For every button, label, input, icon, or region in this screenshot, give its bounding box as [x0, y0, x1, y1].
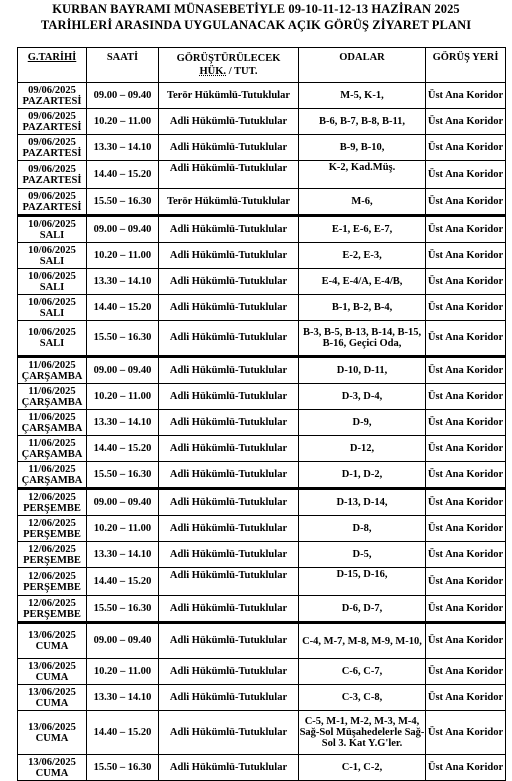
- time-cell: 14.40 – 15.20: [87, 711, 159, 755]
- date-value: 13/06/2025: [28, 686, 76, 698]
- type-cell: Adli Hükümlü-Tutuklular: [159, 109, 299, 135]
- time-cell: 10.20 – 11.00: [87, 109, 159, 135]
- day-name: CUMA: [35, 671, 69, 683]
- date-cell: [18, 161, 87, 189]
- date-cell: [18, 623, 87, 659]
- day-name: PERŞEMBE: [23, 608, 81, 620]
- day-name: PAZARTESİ: [22, 147, 82, 159]
- type-cell: Adli Hükümlü-Tutuklular: [159, 516, 299, 542]
- time-cell: 13.30 – 14.10: [87, 269, 159, 295]
- type-cell: Terör Hükümlü-Tutuklular: [159, 189, 299, 216]
- date-cell: [18, 542, 87, 568]
- rooms-cell: E-1, E-6, E-7,: [299, 216, 426, 243]
- header-rooms: ODALAR: [299, 48, 426, 83]
- rooms-cell: C-6, C-7,: [299, 659, 426, 685]
- place-cell: Üst Ana Koridor: [426, 189, 506, 216]
- rooms-cell: M-6,: [299, 189, 426, 216]
- place-cell: Üst Ana Koridor: [426, 711, 506, 755]
- rooms-cell: D-10, D-11,: [299, 357, 426, 384]
- date-cell: [18, 243, 87, 269]
- rooms-cell: D-1, D-2,: [299, 462, 426, 489]
- type-cell: Adli Hükümlü-Tutuklular: [159, 659, 299, 685]
- table-row: [18, 243, 506, 269]
- rooms-cell: M-5, K-1,: [299, 83, 426, 109]
- place-cell: Üst Ana Koridor: [426, 384, 506, 410]
- header-place: GÖRÜŞ YERİ: [426, 48, 506, 83]
- place-cell: Üst Ana Koridor: [426, 135, 506, 161]
- day-name: CUMA: [35, 641, 69, 652]
- time-cell: 10.20 – 11.00: [87, 384, 159, 410]
- place-cell: Üst Ana Koridor: [426, 109, 506, 135]
- day-name: SALI: [39, 229, 65, 241]
- date-value: 11/06/2025: [28, 437, 76, 449]
- day-name: CUMA: [35, 767, 69, 779]
- place-cell: Üst Ana Koridor: [426, 542, 506, 568]
- rooms-cell: D-15, D-16,: [299, 568, 426, 596]
- date-value: 12/06/2025: [28, 517, 76, 529]
- date-value: 12/06/2025: [28, 543, 76, 555]
- rooms-cell: B-3, B-5, B-13, B-14, B-15, B-16, Geçici Oda,: [299, 321, 426, 357]
- page-title-line-1: KURBAN BAYRAMI MÜNASEBETİYLE 09-10-11-12-13 HAZİRAN 2025: [52, 2, 460, 16]
- time-cell: 13.30 – 14.10: [87, 135, 159, 161]
- type-cell: Adli Hükümlü-Tutuklular: [159, 596, 299, 623]
- table-row: [18, 135, 506, 161]
- type-cell: Adli Hükümlü-Tutuklular: [159, 462, 299, 489]
- date-cell: [18, 568, 87, 596]
- date-value: 13/06/2025: [28, 756, 76, 768]
- header-type-line-1: GÖRÜŞTÜRÜLECEK: [176, 53, 281, 64]
- date-cell: [18, 516, 87, 542]
- day-name: PAZARTESİ: [22, 174, 82, 186]
- type-cell: Adli Hükümlü-Tutuklular: [159, 321, 299, 357]
- place-cell: Üst Ana Koridor: [426, 623, 506, 659]
- table-row: [18, 357, 506, 384]
- rooms-cell: D-9,: [299, 410, 426, 436]
- day-name: PAZARTESİ: [22, 95, 82, 107]
- date-value: 11/06/2025: [28, 411, 76, 423]
- rooms-cell: C-3, C-8,: [299, 685, 426, 711]
- rooms-cell: C-1, C-2,: [299, 755, 426, 781]
- place-cell: Üst Ana Koridor: [426, 269, 506, 295]
- rooms-cell: D-12,: [299, 436, 426, 462]
- time-cell: 15.50 – 16.30: [87, 462, 159, 489]
- date-value: 13/06/2025: [28, 660, 76, 672]
- place-cell: Üst Ana Koridor: [426, 161, 506, 189]
- rooms-cell: C-5, M-1, M-2, M-3, M-4, Sağ-Sol Müşahedelerle Sağ-Sol 3. Kat Y.G'ler.: [299, 711, 426, 755]
- time-cell: 15.50 – 16.30: [87, 596, 159, 623]
- type-cell: Adli Hükümlü-Tutuklular: [159, 436, 299, 462]
- place-cell: Üst Ana Koridor: [426, 295, 506, 321]
- table-row: [18, 161, 506, 189]
- place-cell: Üst Ana Koridor: [426, 685, 506, 711]
- time-cell: 13.30 – 14.10: [87, 410, 159, 436]
- date-value: 10/06/2025: [28, 327, 76, 338]
- type-cell: Adli Hükümlü-Tutuklular: [159, 384, 299, 410]
- type-cell: Terör Hükümlü-Tutuklular: [159, 83, 299, 109]
- time-cell: 14.40 – 15.20: [87, 436, 159, 462]
- day-name: ÇARŞAMBA: [21, 474, 83, 486]
- table-row: [18, 596, 506, 623]
- type-cell: Adli Hükümlü-Tutuklular: [159, 216, 299, 243]
- time-cell: 14.40 – 15.20: [87, 161, 159, 189]
- place-cell: Üst Ana Koridor: [426, 83, 506, 109]
- time-cell: 09.00 – 09.40: [87, 216, 159, 243]
- date-cell: [18, 295, 87, 321]
- place-cell: Üst Ana Koridor: [426, 568, 506, 596]
- date-cell: [18, 436, 87, 462]
- time-cell: 15.50 – 16.30: [87, 189, 159, 216]
- date-cell: [18, 685, 87, 711]
- day-name: PAZARTESİ: [22, 201, 82, 213]
- day-name: SALI: [39, 307, 65, 319]
- place-cell: Üst Ana Koridor: [426, 516, 506, 542]
- place-cell: Üst Ana Koridor: [426, 755, 506, 781]
- table-row: [18, 189, 506, 216]
- day-name: PAZARTESİ: [22, 121, 82, 133]
- header-type-line-2: HÜK. / TUT.: [199, 66, 258, 77]
- rooms-cell: B-1, B-2, B-4,: [299, 295, 426, 321]
- type-cell: Adli Hükümlü-Tutuklular: [159, 243, 299, 269]
- date-value: 12/06/2025: [28, 597, 76, 609]
- table-row: [18, 410, 506, 436]
- table-row: [18, 542, 506, 568]
- table-row: [18, 83, 506, 109]
- time-cell: 13.30 – 14.10: [87, 685, 159, 711]
- date-value: 12/06/2025: [28, 491, 76, 503]
- time-cell: 15.50 – 16.30: [87, 755, 159, 781]
- page-title-line-2: TARİHLERİ ARASINDA UYGULANACAK AÇIK GÖRÜŞ ZİYARET PLANI: [40, 18, 472, 32]
- date-value: 12/06/2025: [28, 570, 76, 582]
- place-cell: Üst Ana Koridor: [426, 321, 506, 357]
- type-cell: Adli Hükümlü-Tutuklular: [159, 269, 299, 295]
- day-name: ÇARŞAMBA: [21, 370, 83, 382]
- table-row: [18, 109, 506, 135]
- type-cell: Adli Hükümlü-Tutuklular: [159, 489, 299, 516]
- day-name: SALI: [39, 338, 65, 349]
- date-value: 13/06/2025: [28, 721, 76, 733]
- table-row: [18, 568, 506, 596]
- date-cell: [18, 384, 87, 410]
- header-date: G.TARİHİ: [18, 48, 87, 83]
- table-header-row: [18, 48, 506, 83]
- day-name: CUMA: [35, 697, 69, 709]
- header-type: [159, 48, 299, 83]
- rooms-cell: E-4, E-4/A, E-4/B,: [299, 269, 426, 295]
- type-cell: Adli Hükümlü-Tutuklular: [159, 568, 299, 596]
- place-cell: Üst Ana Koridor: [426, 462, 506, 489]
- date-value: 11/06/2025: [28, 385, 76, 397]
- day-name: PERŞEMBE: [23, 502, 81, 514]
- date-cell: [18, 462, 87, 489]
- date-value: 09/06/2025: [28, 110, 76, 122]
- table-row: [18, 269, 506, 295]
- date-value: 09/06/2025: [28, 84, 76, 96]
- place-cell: Üst Ana Koridor: [426, 489, 506, 516]
- rooms-cell: C-4, M-7, M-8, M-9, M-10,: [299, 623, 426, 659]
- date-cell: [18, 489, 87, 516]
- date-value: 09/06/2025: [28, 136, 76, 148]
- rooms-cell: D-8,: [299, 516, 426, 542]
- rooms-cell: D-3, D-4,: [299, 384, 426, 410]
- day-name: ÇARŞAMBA: [21, 422, 83, 434]
- date-value: 10/06/2025: [28, 270, 76, 282]
- visit-schedule-table: [17, 47, 506, 781]
- type-cell: Adli Hükümlü-Tutuklular: [159, 357, 299, 384]
- date-cell: [18, 216, 87, 243]
- rooms-cell: D-5,: [299, 542, 426, 568]
- table-row: [18, 462, 506, 489]
- date-cell: [18, 711, 87, 755]
- type-cell: Adli Hükümlü-Tutuklular: [159, 161, 299, 189]
- place-cell: Üst Ana Koridor: [426, 659, 506, 685]
- date-cell: [18, 109, 87, 135]
- type-cell: Adli Hükümlü-Tutuklular: [159, 135, 299, 161]
- type-cell: Adli Hükümlü-Tutuklular: [159, 685, 299, 711]
- date-value: 10/06/2025: [28, 218, 76, 230]
- table-row: [18, 516, 506, 542]
- date-value: 13/06/2025: [28, 630, 76, 641]
- day-name: CUMA: [35, 732, 69, 744]
- table-row: [18, 489, 506, 516]
- date-value: 10/06/2025: [28, 244, 76, 256]
- date-cell: [18, 135, 87, 161]
- date-cell: [18, 321, 87, 357]
- type-cell: Adli Hükümlü-Tutuklular: [159, 542, 299, 568]
- day-name: ÇARŞAMBA: [21, 448, 83, 460]
- place-cell: Üst Ana Koridor: [426, 596, 506, 623]
- rooms-cell: K-2, Kad.Müş.: [299, 161, 426, 189]
- date-cell: [18, 659, 87, 685]
- day-name: SALI: [39, 281, 65, 293]
- rooms-cell: B-6, B-7, B-8, B-11,: [299, 109, 426, 135]
- date-cell: [18, 410, 87, 436]
- date-value: 09/06/2025: [28, 190, 76, 202]
- place-cell: Üst Ana Koridor: [426, 243, 506, 269]
- rooms-cell: B-9, B-10,: [299, 135, 426, 161]
- table-row: [18, 711, 506, 755]
- place-cell: Üst Ana Koridor: [426, 436, 506, 462]
- day-name: SALI: [39, 255, 65, 267]
- type-cell: Adli Hükümlü-Tutuklular: [159, 295, 299, 321]
- date-value: 11/06/2025: [28, 359, 76, 371]
- place-cell: Üst Ana Koridor: [426, 216, 506, 243]
- date-cell: [18, 83, 87, 109]
- table-row: [18, 216, 506, 243]
- day-name: PERŞEMBE: [23, 581, 81, 593]
- date-cell: [18, 755, 87, 781]
- table-row: [18, 384, 506, 410]
- date-cell: [18, 596, 87, 623]
- table-row: [18, 321, 506, 357]
- table-row: [18, 623, 506, 659]
- rooms-cell: D-13, D-14,: [299, 489, 426, 516]
- time-cell: 09.00 – 09.40: [87, 83, 159, 109]
- time-cell: 10.20 – 11.00: [87, 243, 159, 269]
- date-value: 09/06/2025: [28, 163, 76, 175]
- day-name: PERŞEMBE: [23, 528, 81, 540]
- time-cell: 10.20 – 11.00: [87, 659, 159, 685]
- time-cell: 10.20 – 11.00: [87, 516, 159, 542]
- date-cell: [18, 357, 87, 384]
- type-cell: Adli Hükümlü-Tutuklular: [159, 755, 299, 781]
- table-row: [18, 685, 506, 711]
- rooms-cell: E-2, E-3,: [299, 243, 426, 269]
- day-name: ÇARŞAMBA: [21, 396, 83, 408]
- place-cell: Üst Ana Koridor: [426, 410, 506, 436]
- table-row: [18, 436, 506, 462]
- table-row: [18, 659, 506, 685]
- time-cell: 09.00 – 09.40: [87, 357, 159, 384]
- time-cell: 09.00 – 09.40: [87, 489, 159, 516]
- date-cell: [18, 189, 87, 216]
- day-name: PERŞEMBE: [23, 554, 81, 566]
- time-cell: 09.00 – 09.40: [87, 623, 159, 659]
- type-cell: Adli Hükümlü-Tutuklular: [159, 410, 299, 436]
- table-row: [18, 295, 506, 321]
- time-cell: 13.30 – 14.10: [87, 542, 159, 568]
- table-row: [18, 755, 506, 781]
- header-time: SAATİ: [87, 48, 159, 83]
- date-cell: [18, 269, 87, 295]
- time-cell: 15.50 – 16.30: [87, 321, 159, 357]
- time-cell: 14.40 – 15.20: [87, 295, 159, 321]
- date-value: 10/06/2025: [28, 296, 76, 308]
- rooms-cell: D-6, D-7,: [299, 596, 426, 623]
- place-cell: Üst Ana Koridor: [426, 357, 506, 384]
- type-cell: Adli Hükümlü-Tutuklular: [159, 623, 299, 659]
- date-value: 11/06/2025: [28, 463, 76, 475]
- time-cell: 14.40 – 15.20: [87, 568, 159, 596]
- type-cell: Adli Hükümlü-Tutuklular: [159, 711, 299, 755]
